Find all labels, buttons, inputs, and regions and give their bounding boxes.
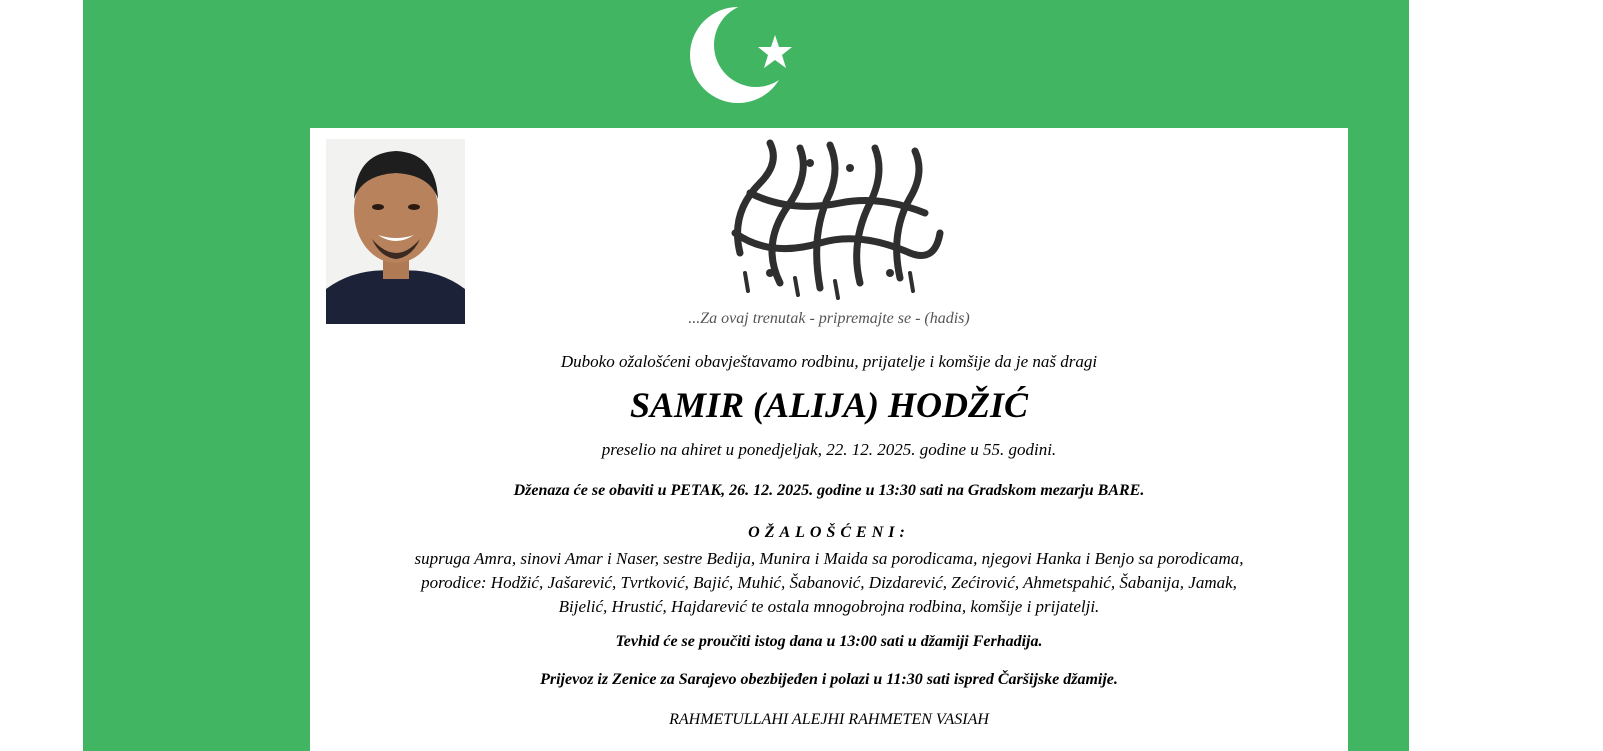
green-frame <box>83 0 1409 751</box>
obituary-card <box>310 128 1348 751</box>
portrait-photo <box>326 139 465 324</box>
transport-info: Prijevoz iz Zenice za Sarajevo obezbijeđen i polazi u 11:30 sati ispred Čaršijske džamije. <box>540 671 1118 688</box>
mourners-heading: OŽALOŠĆENI: <box>748 524 910 541</box>
arabic-calligraphy-emblem <box>710 133 950 303</box>
mourners-line: supruga Amra, sinovi Amar i Naser, sestre Bedija, Munira i Maida sa porodicama, njegovi Hanka i Benjo sa porodicama, <box>414 549 1244 568</box>
death-date-text: preselio na ahiret u ponedjeljak, 22. 12. 2025. godine u 55. godini. <box>601 440 1057 459</box>
hadith-quote: ...Za ovaj trenutak - pripremajte se - (hadis) <box>688 310 970 327</box>
mourners-line: Bijelić, Hrustić, Hajdarević te ostala mnogobrojna rodbina, komšije i prijatelji. <box>558 597 1100 616</box>
mourners-list <box>310 547 1348 619</box>
mourners-line: porodice: Hodžić, Jašarević, Tvrtković, Bajić, Muhić, Šabanović, Dizdarević, Zećirović, Ahmetspahić, Šabanija, Jamak, <box>421 573 1237 592</box>
tevhid-info: Tevhid će se proučiti istog dana u 13:00 sati u džamiji Ferhadija. <box>615 633 1043 650</box>
prayer-text: RAHMETULLAHI ALEJHI RAHMETEN VASIAH <box>669 711 989 728</box>
crescent-and-star-icon <box>688 0 818 115</box>
funeral-info: Dženaza će se obaviti u PETAK, 26. 12. 2025. godine u 13:30 sati na Gradskom mezarju BARE. <box>513 482 1145 499</box>
deceased-name: SAMIR (ALIJA) HODŽIĆ <box>629 385 1029 425</box>
intro-text: Duboko ožalošćeni obavještavamo rodbinu, prijatelje i komšije da je naš dragi <box>560 352 1098 371</box>
